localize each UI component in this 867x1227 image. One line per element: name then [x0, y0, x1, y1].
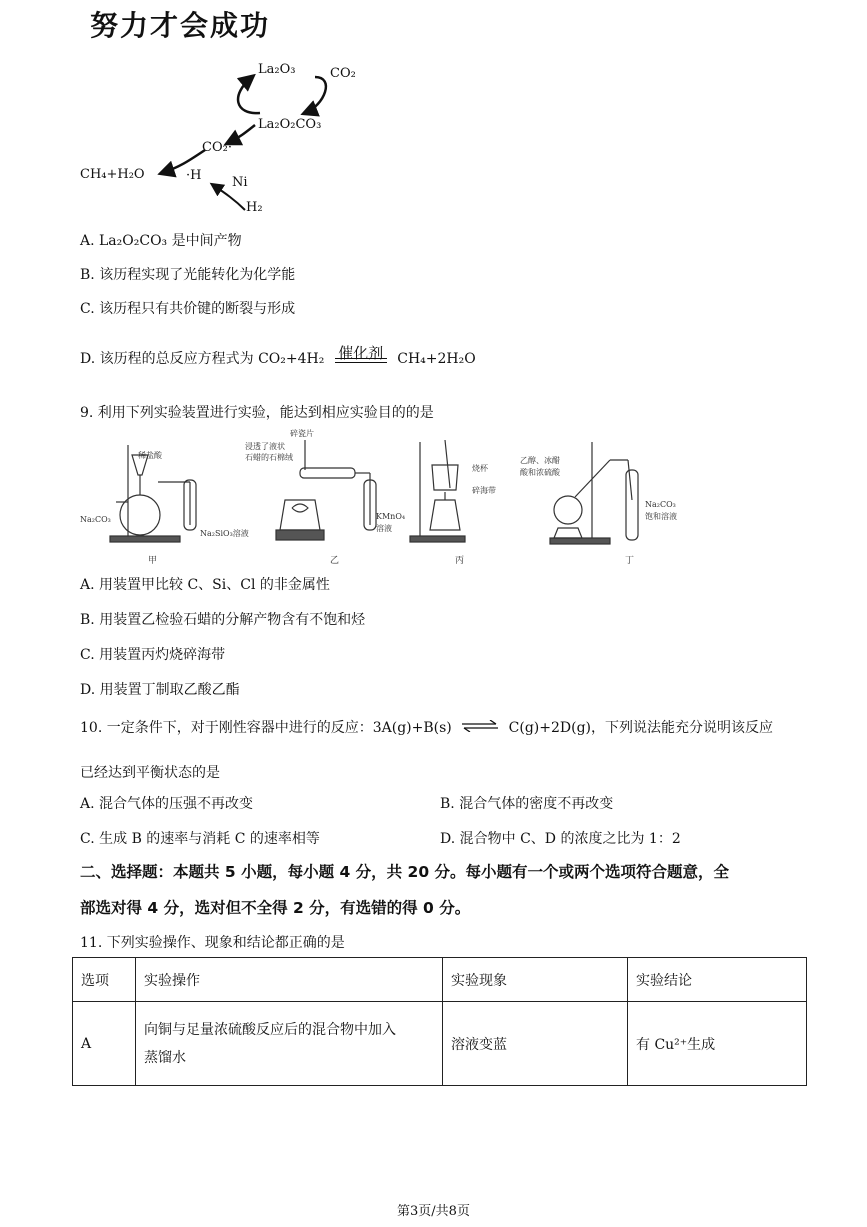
caption-bing: 丙 [455, 556, 465, 566]
q8-option-b: B. 该历程实现了光能转化为化学能 [80, 267, 296, 283]
ding-label-1: 乙醇、冰醋 [520, 456, 560, 465]
arrow-regenerate [238, 77, 260, 113]
q10-stem [80, 717, 773, 737]
q10-option-a: A. 混合气体的压强不再改变 [80, 796, 254, 812]
table-header-row [73, 958, 807, 1002]
la2o3-label: La₂O₃ [258, 62, 296, 77]
bing-label-1: 烧杯 [472, 464, 488, 473]
row-phenomenon: 溶液变蓝 [443, 1002, 628, 1086]
q10-stem-part1: 10. 一定条件下，对于刚性容器中进行的反应：3A(g)+B(s) [80, 720, 452, 736]
product-label: CH₄+H₂O [80, 167, 145, 182]
q11-stem: 11. 下列实验操作、现象和结论都正确的是 [80, 935, 345, 951]
section2-heading-line2: 部选对得 4 分，选对但不全得 2 分，有选错的得 0 分。 [80, 899, 471, 917]
q9-option-a: A. 用装置甲比较 C、Si、Cl 的非金属性 [80, 577, 330, 593]
yi-label-1: 碎瓷片 [290, 429, 314, 438]
jia-na2co3-label: Na₂CO₃ [80, 515, 111, 524]
q8-d-prefix: D. 该历程的总反应方程式为 CO₂+4H₂ [80, 351, 325, 367]
q10-option-b: B. 混合气体的密度不再改变 [440, 796, 614, 812]
q10-option-d: D. 混合物中 C、D 的浓度之比为 1：2 [440, 831, 681, 847]
equilibrium-arrow [460, 720, 500, 736]
h2-label: H₂ [246, 200, 263, 215]
co2-radical-label: CO₂· [202, 140, 232, 155]
q8-option-a: A. La₂O₂CO₃ 是中间产物 [80, 233, 242, 249]
q11-table [72, 957, 807, 1086]
arrow-to-co2-dot [228, 125, 255, 143]
header-option: 选项 [73, 958, 136, 1002]
q9-apparatus-figure [80, 430, 700, 560]
header-phenomenon: 实验现象 [443, 958, 628, 1002]
q8-option-d [80, 344, 476, 368]
yi-kmno4-label-2: 溶液 [376, 524, 392, 533]
la2o2co3-label: La₂O₂CO₃ [258, 117, 322, 132]
caption-yi: 乙 [330, 556, 340, 566]
row-conclusion: 有 Cu²⁺生成 [628, 1002, 807, 1086]
catalyst-equals [335, 344, 387, 363]
q9-option-d: D. 用装置丁制取乙酸乙酯 [80, 682, 240, 698]
equilibrium-arrow-icon [460, 720, 500, 732]
catalyst-label: 催化剂 [338, 344, 384, 362]
caption-jia: 甲 [148, 556, 158, 566]
row-operation-line2: 蒸馏水 [144, 1049, 186, 1066]
jia-funnel-label: 稀盐酸 [138, 451, 162, 460]
row-operation-line1: 向铜与足量浓硫酸反应后的混合物中加入 [144, 1021, 396, 1038]
ding-label-2: 酸和浓硫酸 [520, 468, 560, 477]
q9-stem: 9. 利用下列实验装置进行实验，能达到相应实验目的的是 [80, 405, 434, 421]
row-option: A [73, 1002, 136, 1086]
table-row [73, 1002, 807, 1086]
ding-na2co3-label: Na₂CO₃ [645, 500, 676, 509]
arrow-co2-in [305, 77, 326, 113]
apparatus-ding [550, 442, 638, 544]
q8-d-suffix: CH₄+2H₂O [397, 351, 476, 367]
co2-label: CO₂ [330, 66, 356, 81]
yi-kmno4-label: KMnO₄ [376, 512, 406, 521]
q9-option-b: B. 用装置乙检验石蜡的分解产物含有不饱和烃 [80, 612, 366, 628]
q10-stem-line2: 已经达到平衡状态的是 [80, 765, 220, 781]
banner-motto: 努力才会成功 [90, 9, 271, 42]
h-radical-label: ·H [186, 168, 202, 183]
header-operation: 实验操作 [136, 958, 443, 1002]
q9-option-c: C. 用装置丙灼烧碎海带 [80, 647, 226, 663]
section2-heading-line1: 二、选择题：本题共 5 小题，每小题 4 分，共 20 分。每小题有一个或两个选项符合题意，全 [80, 863, 730, 881]
caption-ding: 丁 [625, 556, 635, 566]
yi-label-3: 石蜡的石棉绒 [245, 453, 293, 462]
q8-option-c: C. 该历程只有共价键的断裂与形成 [80, 301, 296, 317]
apparatus-bing [410, 440, 465, 542]
ding-na2co3-label-2: 饱和溶液 [645, 512, 677, 521]
row-operation [136, 1002, 443, 1086]
q10-option-c: C. 生成 B 的速率与消耗 C 的速率相等 [80, 831, 320, 847]
header-conclusion: 实验结论 [628, 958, 807, 1002]
page-footer: 第3页/共8页 [397, 1204, 470, 1219]
yi-label-2: 浸透了液状 [245, 442, 285, 451]
jia-na2sio3-label: Na₂SiO₃溶液 [200, 529, 249, 538]
q10-stem-part2: C(g)+2D(g)，下列说法能充分说明该反应 [508, 720, 774, 736]
ni-label: Ni [232, 175, 248, 190]
bing-label-2: 碎海带 [472, 486, 496, 495]
